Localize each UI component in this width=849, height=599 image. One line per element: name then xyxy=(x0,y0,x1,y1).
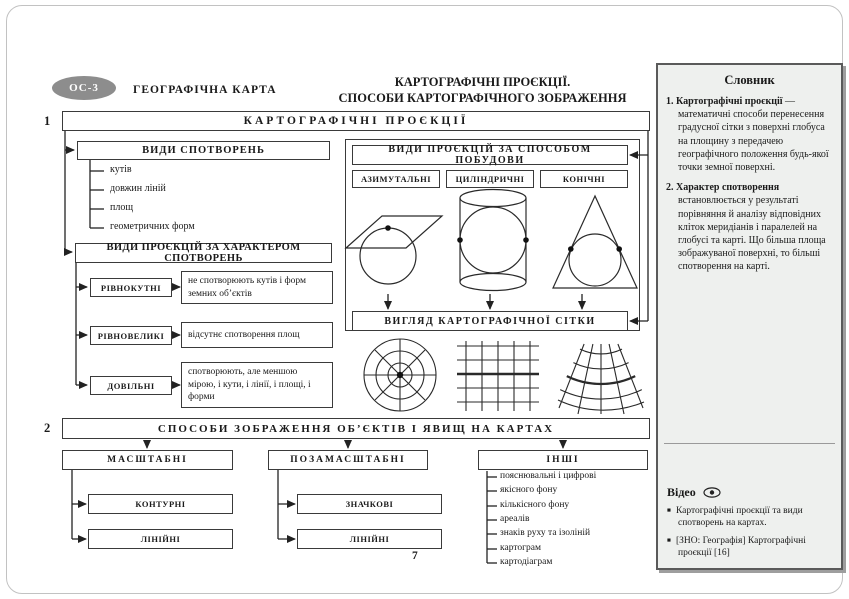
entry-term: Характер спотворення xyxy=(676,182,780,194)
dictionary-panel xyxy=(656,63,843,570)
offscale-method-symbol: ЗНАЧКОВІ xyxy=(297,494,442,514)
dictionary-title: Словник xyxy=(724,73,775,87)
construction-type-cylindrical: ЦИЛІНДРИЧНІ xyxy=(446,170,534,188)
eye-icon xyxy=(703,487,721,498)
video-item: ■ Картографічні проєкції та види спотворень на картах. xyxy=(667,505,835,530)
distortion-types-header: ВИДИ СПОТВОРЕНЬ xyxy=(77,141,330,160)
entry-text: — математичні способи перенесення градусної сітки з поверхні глобуса на площину з передачею географічного положення будь-якої точки земної поверхні. xyxy=(678,96,829,173)
section2-header: СПОСОБИ ЗОБРАЖЕННЯ ОБ’ЄКТІВ І ЯВИЩ НА КАРТАХ xyxy=(62,418,650,439)
offscale-method-linear: ЛІНІЙНІ xyxy=(297,529,442,549)
section1-header: КАРТОГРАФІЧНІ ПРОЄКЦІЇ xyxy=(62,111,650,131)
construction-header: ВИДИ ПРОЄКЦІЙ ЗА СПОСОБОМ ПОБУДОВИ xyxy=(352,145,628,165)
projection-character-header: ВИДИ ПРОЄКЦІЙ ЗА ХАРАКТЕРОМ СПОТВОРЕНЬ xyxy=(75,243,332,263)
page-title xyxy=(310,74,655,107)
scale-method-contour: КОНТУРНІ xyxy=(88,494,233,514)
projection-type-equiangular: РІВНОКУТНІ xyxy=(90,278,172,297)
distortion-item: площ xyxy=(110,202,134,213)
sidebar-divider xyxy=(664,443,835,444)
other-method-item: картограм xyxy=(500,543,541,553)
projection-type-arbitrary: ДОВІЛЬНІ xyxy=(90,376,172,395)
video-item: ■ [ЗНО: Географія] Картографічні проєкції [16] xyxy=(667,535,835,560)
page-title-line2: СПОСОБИ КАРТОГРАФІЧНОГО ЗОБРАЖЕННЯ xyxy=(338,91,627,106)
subject-label: ГЕОГРАФІЧНА КАРТА xyxy=(133,84,277,96)
entry-number: 1. xyxy=(666,96,674,107)
scheme-badge: ОС-3 xyxy=(52,76,116,100)
distortion-item: кутів xyxy=(110,164,132,175)
dictionary-entry xyxy=(666,95,833,174)
other-method-item: якісного фону xyxy=(500,485,558,495)
entry-text: встановлюється у результаті порівняння й аналізу відповідних кліток меридіанів і паралелей на глобусі та карті. Що більша площа зображуваної поверхні, то більші спотворення на карті. xyxy=(678,195,826,273)
other-method-item: картодіаграм xyxy=(500,557,553,567)
scale-method-linear: ЛІНІЙНІ xyxy=(88,529,233,549)
construction-type-azimuthal: АЗИМУТАЛЬНІ xyxy=(352,170,440,188)
other-method-item: ареалів xyxy=(500,514,530,524)
column-header-offscale: ПОЗАМАСШТАБНІ xyxy=(268,450,428,470)
construction-type-conic: КОНІЧНІ xyxy=(540,170,628,188)
grid-view-header: ВИГЛЯД КАРТОГРАФІЧНОЇ СІТКИ xyxy=(352,311,628,331)
cylinder-around-sphere-icon xyxy=(458,188,528,292)
projection-type-equivalent-desc: відсутнє спотворення площ xyxy=(181,322,333,348)
column-header-scale: МАСШТАБНІ xyxy=(62,450,233,470)
page-number: 7 xyxy=(412,550,418,562)
video-heading-label: Відео xyxy=(667,485,696,499)
section1-number: 1 xyxy=(44,114,51,128)
projection-type-equiangular-desc: не спотворюють кутів і форм земних об’єктів xyxy=(181,271,333,304)
polar-grid-icon xyxy=(362,337,438,413)
distortion-item: геометричних форм xyxy=(110,221,195,232)
other-method-item: кількісного фону xyxy=(500,500,570,510)
column-header-other: ІНШІ xyxy=(478,450,648,470)
entry-number: 2. xyxy=(666,182,674,194)
fan-grid-icon xyxy=(558,336,644,414)
video-heading xyxy=(667,485,835,500)
other-method-item: знаків руху та ізоліній xyxy=(500,528,591,538)
plane-tangent-sphere-icon xyxy=(344,196,444,288)
entry-term: Картографічні проєкції xyxy=(676,96,783,107)
distortion-item: довжин ліній xyxy=(110,183,166,194)
projection-type-arbitrary-desc: спотворюють, але меншою мірою, і кути, і лінії, і площі, і форми xyxy=(181,362,333,408)
section2-number: 2 xyxy=(44,421,51,435)
cone-around-sphere-icon xyxy=(551,192,639,292)
square-grid-icon xyxy=(457,341,539,411)
page-title-line1: КАРТОГРАФІЧНІ ПРОЄКЦІЇ. xyxy=(394,75,571,89)
video-section xyxy=(667,485,835,559)
dictionary-entry xyxy=(666,181,833,273)
projection-type-equivalent: РІВНОВЕЛИКІ xyxy=(90,326,172,345)
other-method-item: пояснювальні і цифрові xyxy=(500,471,597,481)
